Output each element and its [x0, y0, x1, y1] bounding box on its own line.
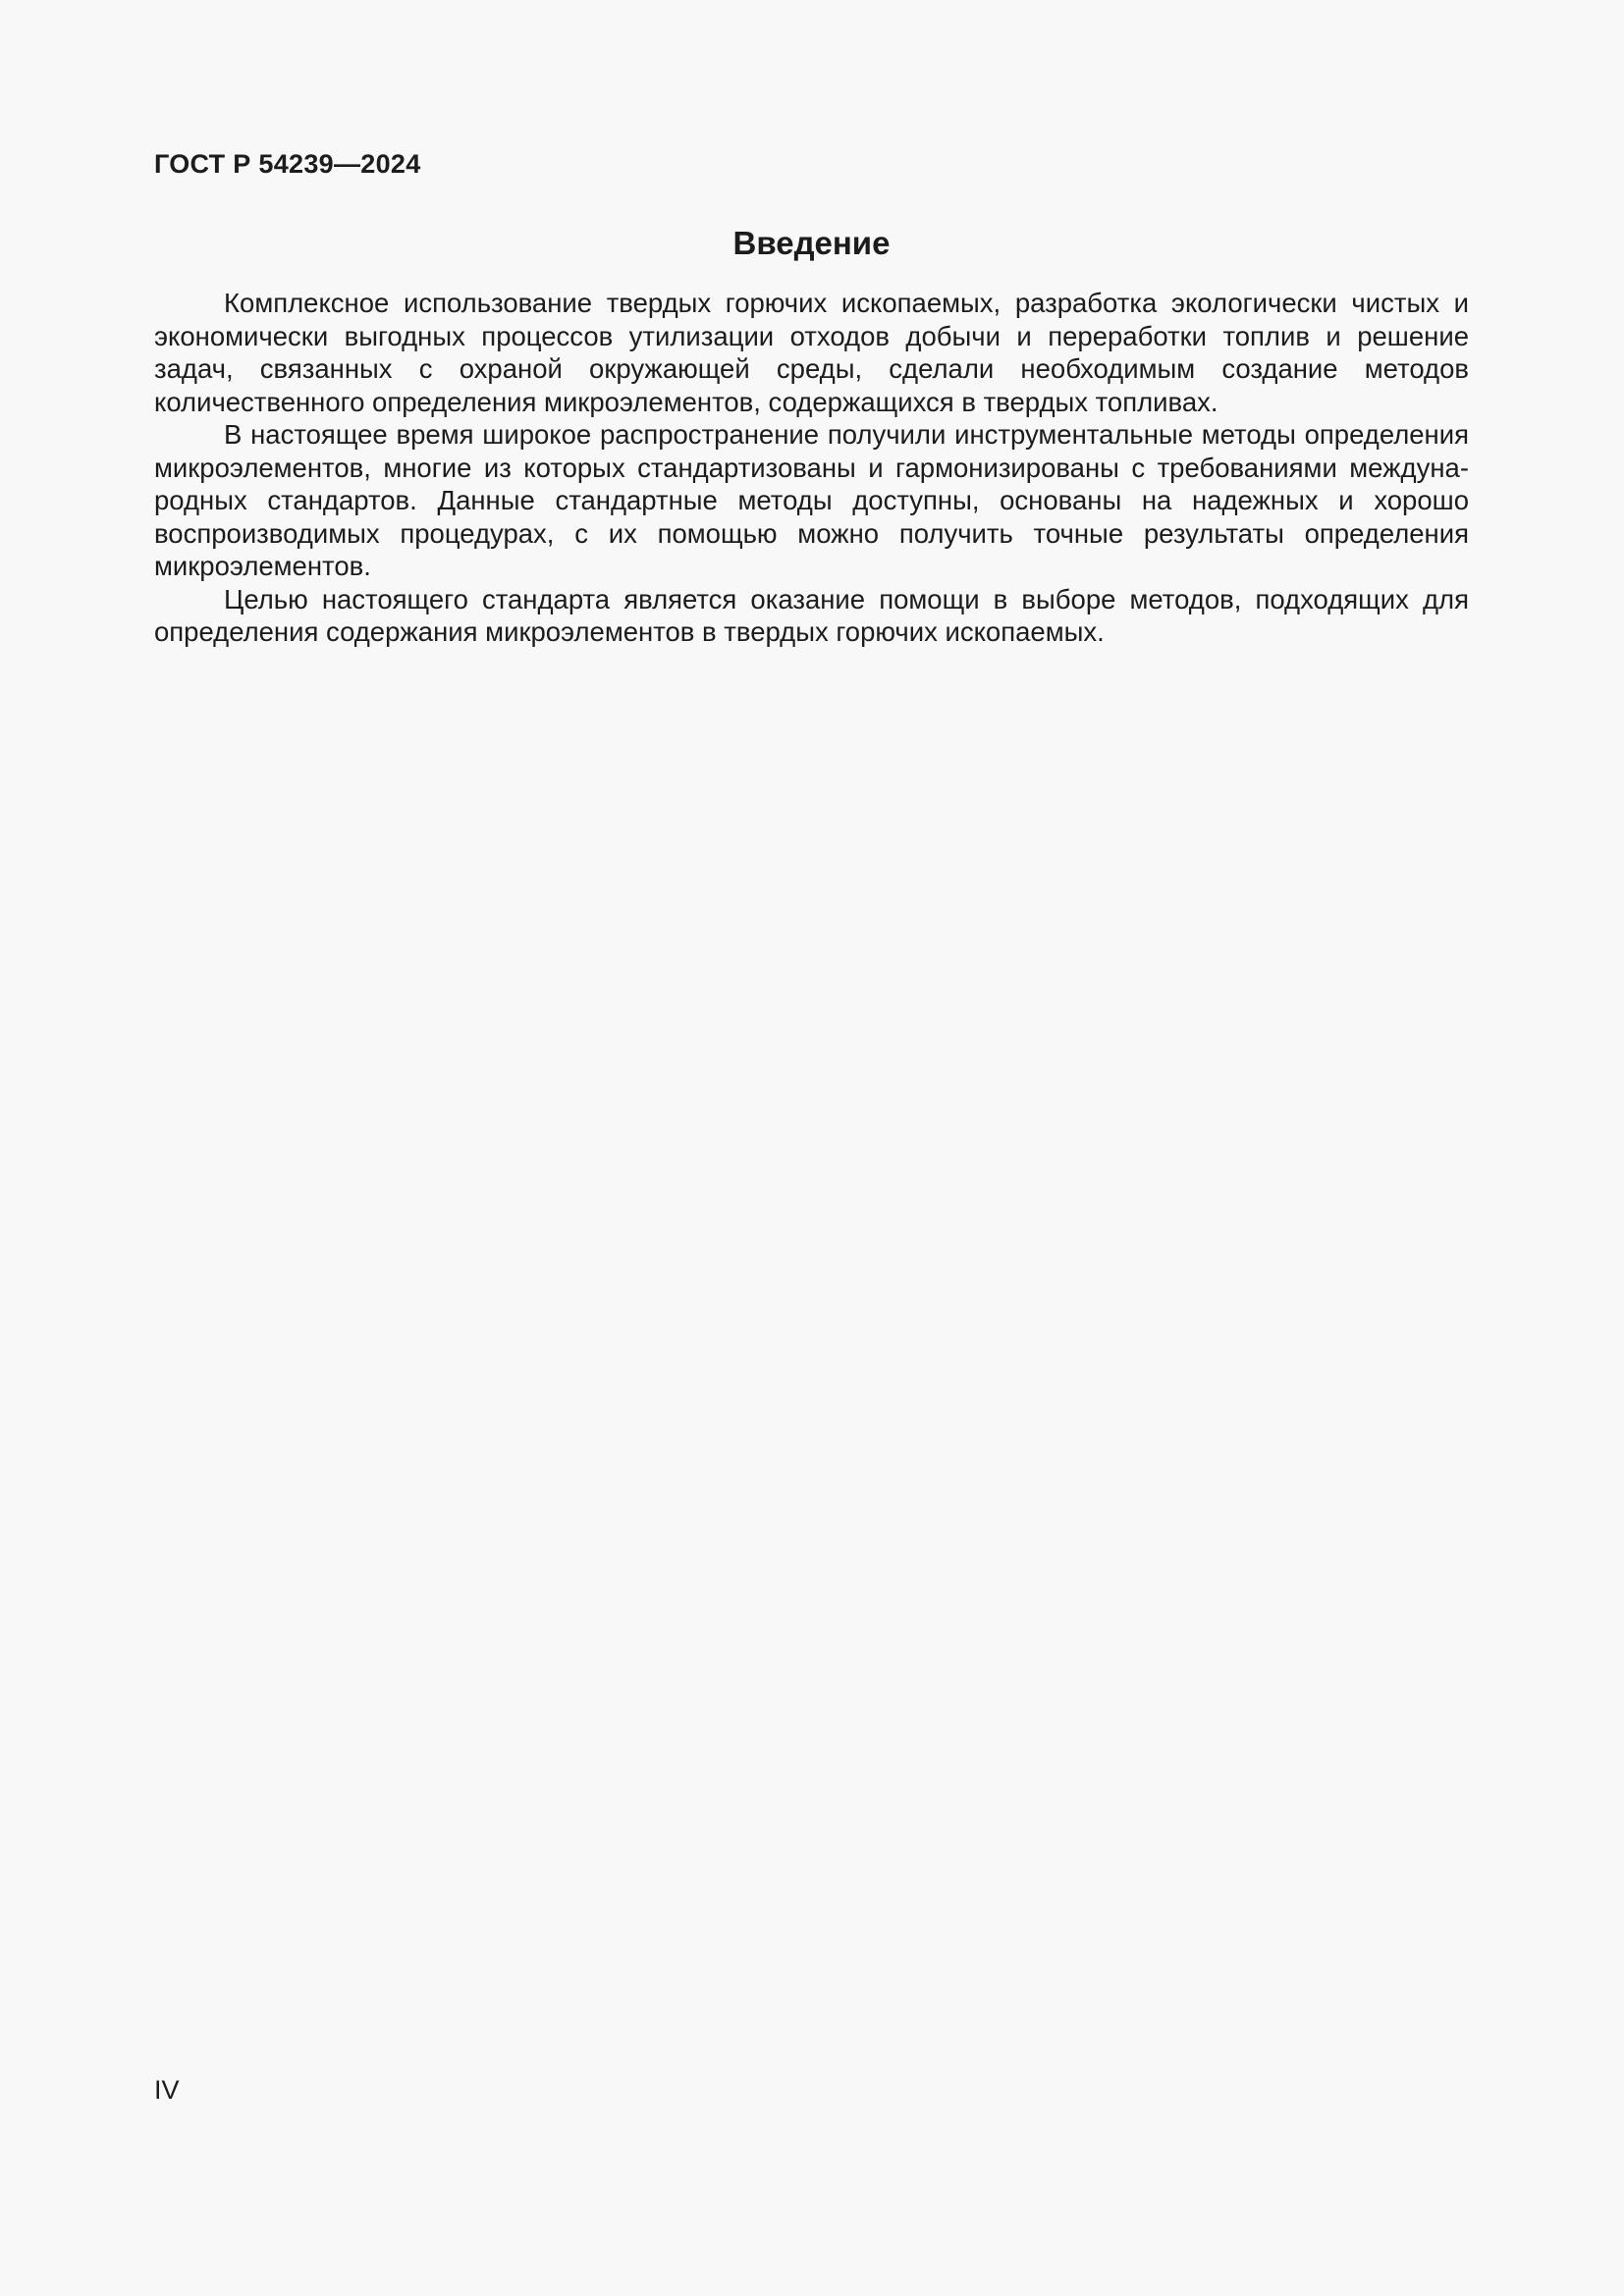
section-title: Введение — [732, 225, 891, 261]
section-body — [154, 287, 1469, 649]
page-number: IV — [154, 2075, 180, 2105]
document-number-header: ГОСТ Р 54239—2024 — [154, 149, 421, 179]
paragraph-3: Целью настоящего стандарта является оказание помощи в выборе методов, подходящих для определения содержания микроэлементов в твердых горючих ископаемых. — [154, 583, 1469, 647]
paragraph-2: В настоящее время широкое распространение получили инструментальные методы определения микроэлементов, многие из которых стандартизованы и гармонизированы с требованиями международных стандартов. Данные стандартные методы доступны, основаны на надежных и хорошо воспроизводимых процедурах, с их помощью можно получить точные результаты определения микроэлементов. — [154, 419, 1469, 581]
paragraph-1: Комплексное использование твердых горючих ископаемых, разработка экологически чистых и экономически выгодных процессов утилизации отходов добычи и переработки топлив и решение задач, связанных с охраной окружающей среды, сделали необходимым создание методов количественного определения микроэлементов, содержащихся в твердых топливах. — [154, 288, 1469, 417]
